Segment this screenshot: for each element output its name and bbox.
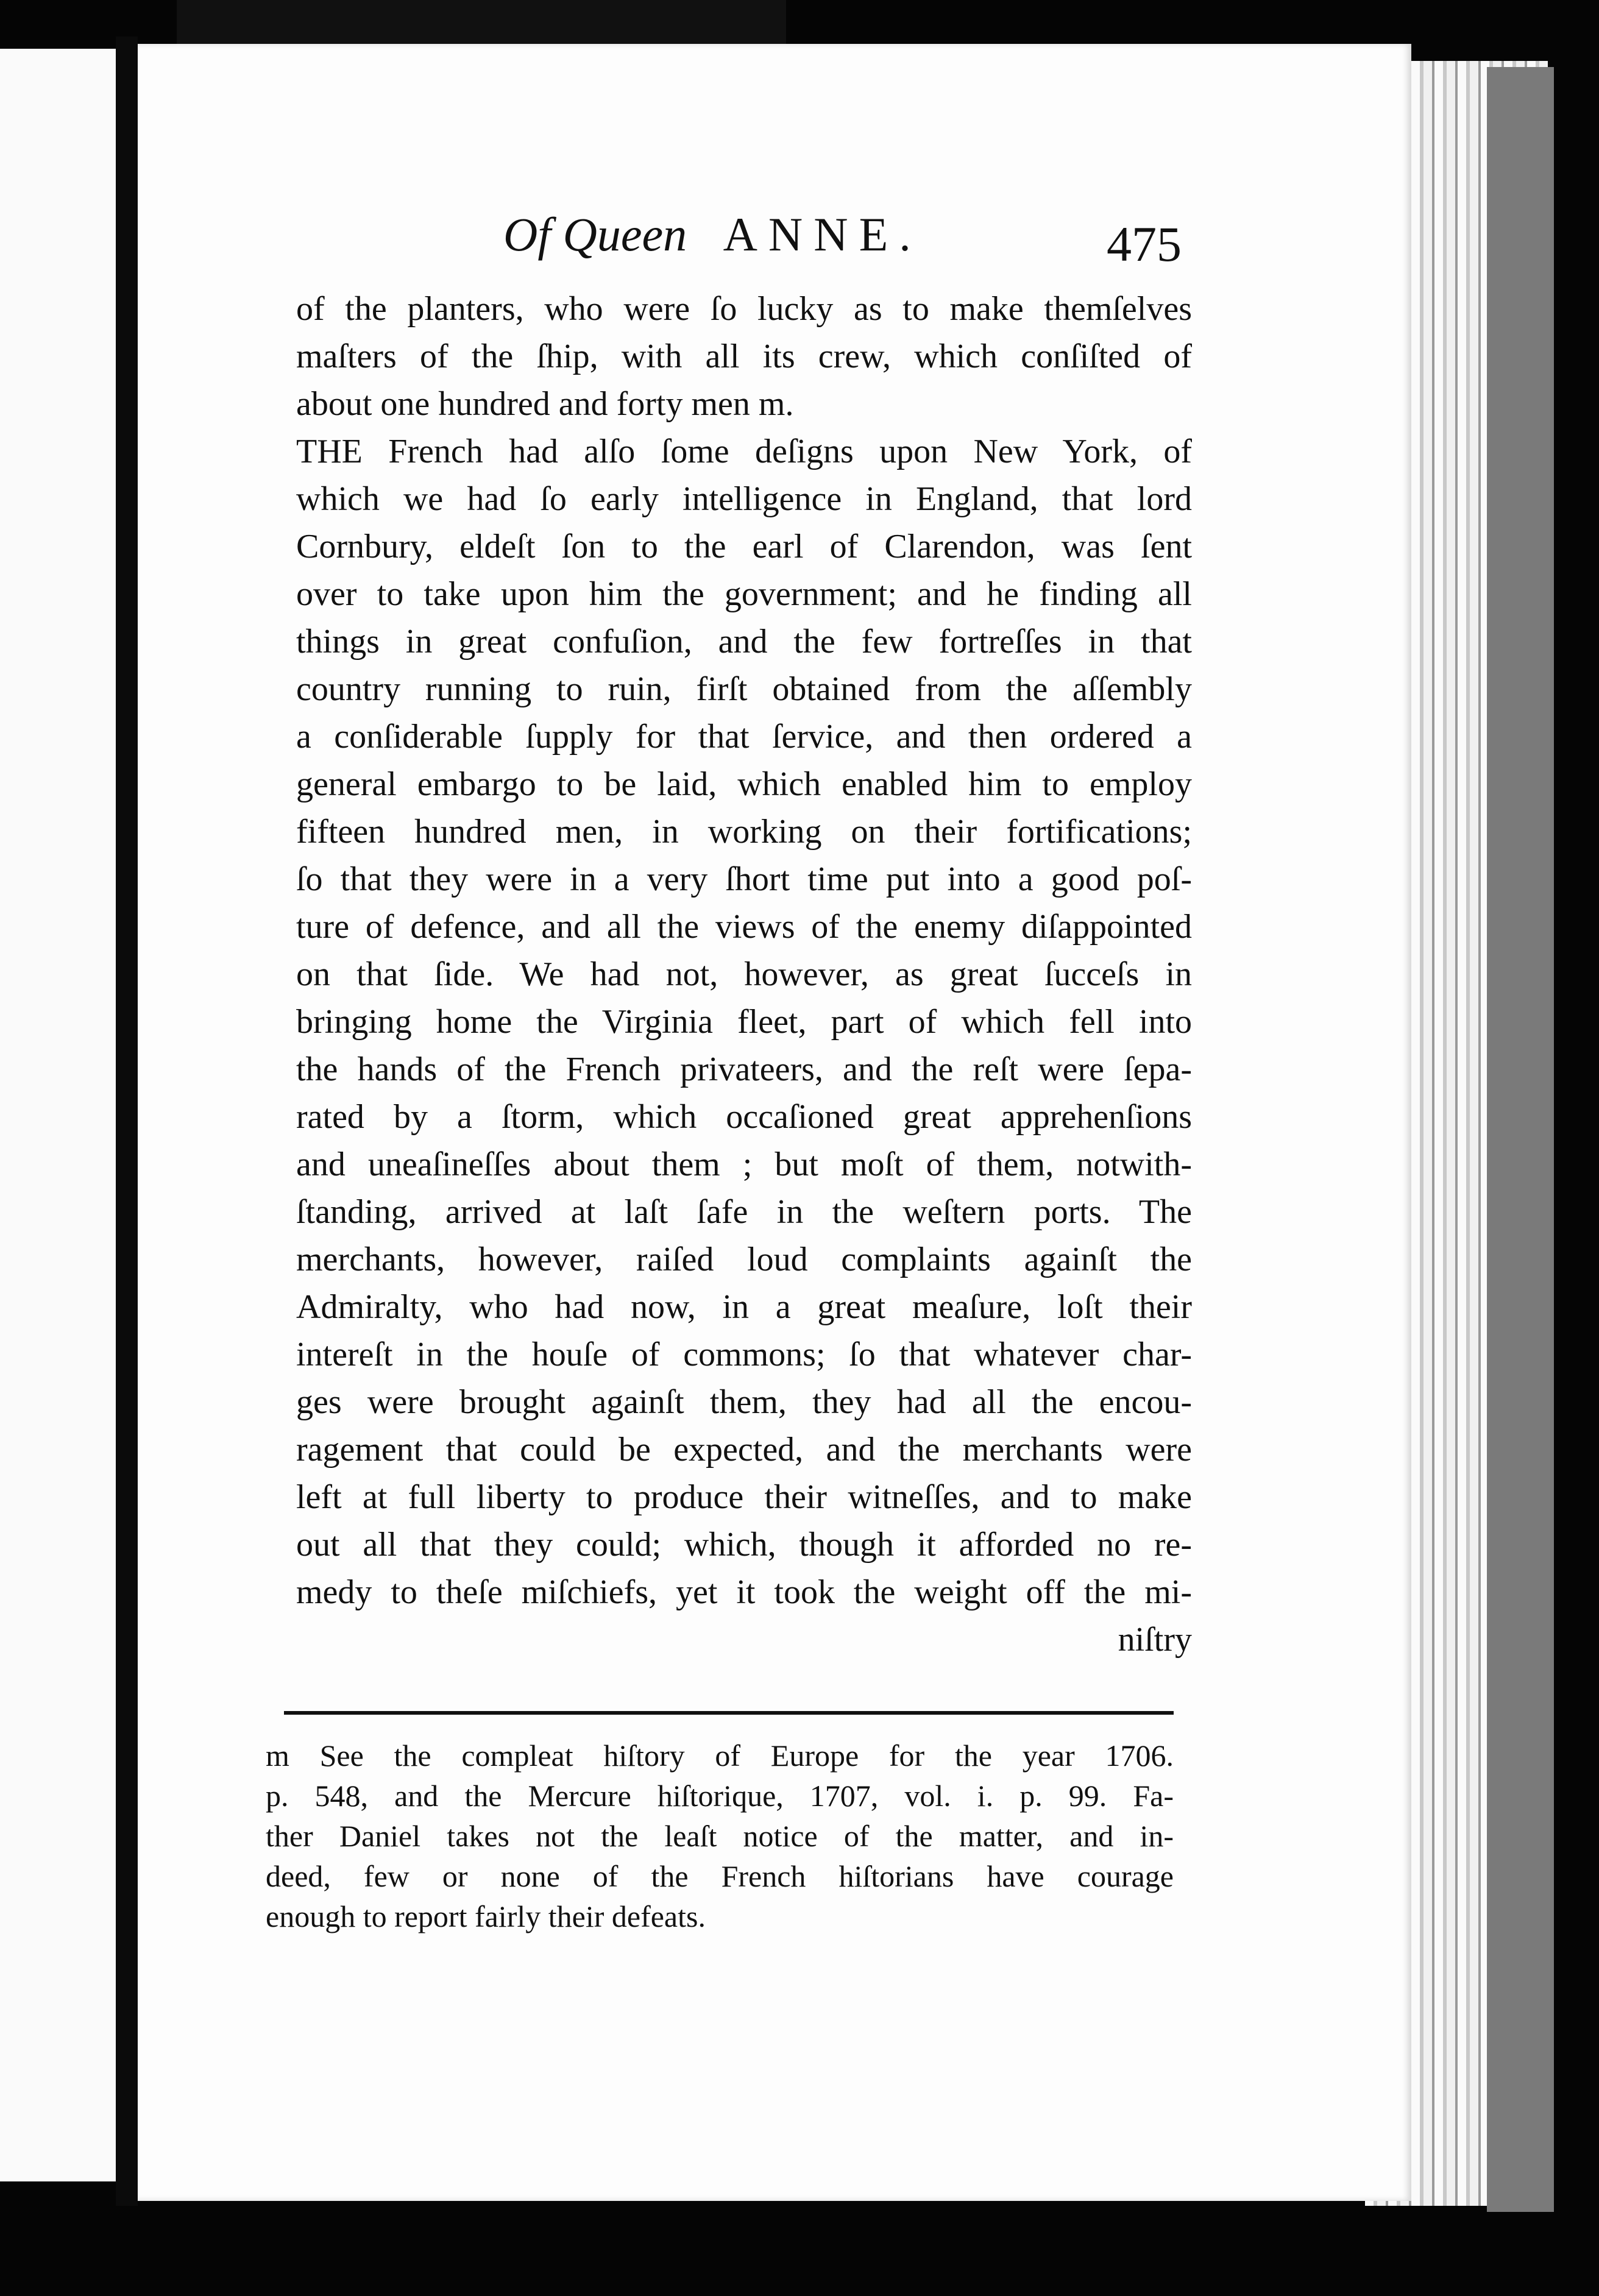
text-line: intereſt in the houſe of commons; ſo that whatever char- <box>296 1336 1192 1373</box>
footnote-line: p. 548, and the Mercure hiſtorique, 1707, vol. i. p. 99. Fa- <box>266 1779 1174 1813</box>
text-line: which we had ſo early intelligence in England, that lord <box>296 480 1192 518</box>
text-line: on that ſide. We had not, however, as great ſucceſs in <box>296 955 1192 993</box>
footnote-line: enough to report fairly their defeats. <box>266 1899 706 1933</box>
footnote-line: deed, few or none of the French hiſtorians have courage <box>266 1859 1174 1893</box>
text-line: merchants, however, raiſed loud complaints againſt the <box>296 1241 1192 1278</box>
text-line: fifteen hundred men, in working on their fortifications; <box>296 813 1192 851</box>
text-line: rated by a ſtorm, which occaſioned great apprehenſions <box>296 1098 1192 1136</box>
footnote-line: m See the compleat hiſtory of Europe for the year 1706. <box>266 1738 1174 1773</box>
text-line: Cornbury, eldeſt ſon to the earl of Clarendon, was ſent <box>296 528 1192 565</box>
text-line: the hands of the French privateers, and the reſt were ſepa- <box>296 1051 1192 1088</box>
text-line: medy to theſe miſchiefs, yet it took the weight off the mi- <box>296 1573 1192 1611</box>
text-line: and uneaſineſſes about them ; but moſt of them, notwith- <box>296 1146 1192 1183</box>
text-line: ſo that they were in a very ſhort time put into a good poſ- <box>296 860 1192 898</box>
text-line: Admiralty, who had now, in a great meaſure, loſt their <box>296 1288 1192 1326</box>
text-line: bringing home the Virginia fleet, part of which fell into <box>296 1003 1192 1041</box>
text-line: ſtanding, arrived at laſt ſafe in the weſtern ports. The <box>296 1193 1192 1231</box>
footnote-line: ther Daniel takes not the leaſt notice of the matter, and in- <box>266 1819 1174 1853</box>
text-line: ture of defence, and all the views of the enemy diſappointed <box>296 908 1192 946</box>
text-line: general embargo to be laid, which enabled him to employ <box>296 765 1192 803</box>
page-header <box>503 201 1204 292</box>
text-line: a conſiderable ſupply for that ſervice, and then ordered a <box>296 718 1192 756</box>
facing-page-edge <box>0 49 119 2181</box>
binding-strip <box>177 0 786 49</box>
text-line: country running to ruin, firſt obtained from the aſſembly <box>296 670 1192 708</box>
text-line: about one hundred and forty men m. <box>296 385 794 423</box>
text-line: ragement that could be expected, and the merchants were <box>296 1431 1192 1469</box>
cover-edge <box>1487 67 1554 2212</box>
text-line: of the planters, who were ſo lucky as to make themſelves <box>296 290 1192 328</box>
text-line: ges were brought againſt them, they had all the encou- <box>296 1383 1192 1421</box>
text-line: maſters of the ſhip, with all its crew, which conſiſted of <box>296 338 1192 375</box>
body-text <box>296 285 1192 1664</box>
running-title-main: ANNE. <box>723 208 922 261</box>
footnote-rule <box>284 1711 1174 1715</box>
text-line: left at full liberty to produce their witneſſes, and to make <box>296 1478 1192 1516</box>
book-gutter <box>116 37 138 2206</box>
footnote <box>266 1735 1174 1936</box>
catchword: niſtry <box>1118 1621 1192 1659</box>
running-title-prefix: Of Queen <box>503 208 687 261</box>
text-line: over to take upon him the government; and he finding all <box>296 575 1192 613</box>
page-number: 475 <box>1107 216 1182 272</box>
text-line: things in great confuſion, and the few fortreſſes in that <box>296 623 1192 661</box>
running-title <box>503 201 922 268</box>
text-line: out all that they could; which, though it afforded no re- <box>296 1526 1192 1564</box>
text-line: THE French had alſo ſome deſigns upon New York, of <box>296 433 1192 470</box>
